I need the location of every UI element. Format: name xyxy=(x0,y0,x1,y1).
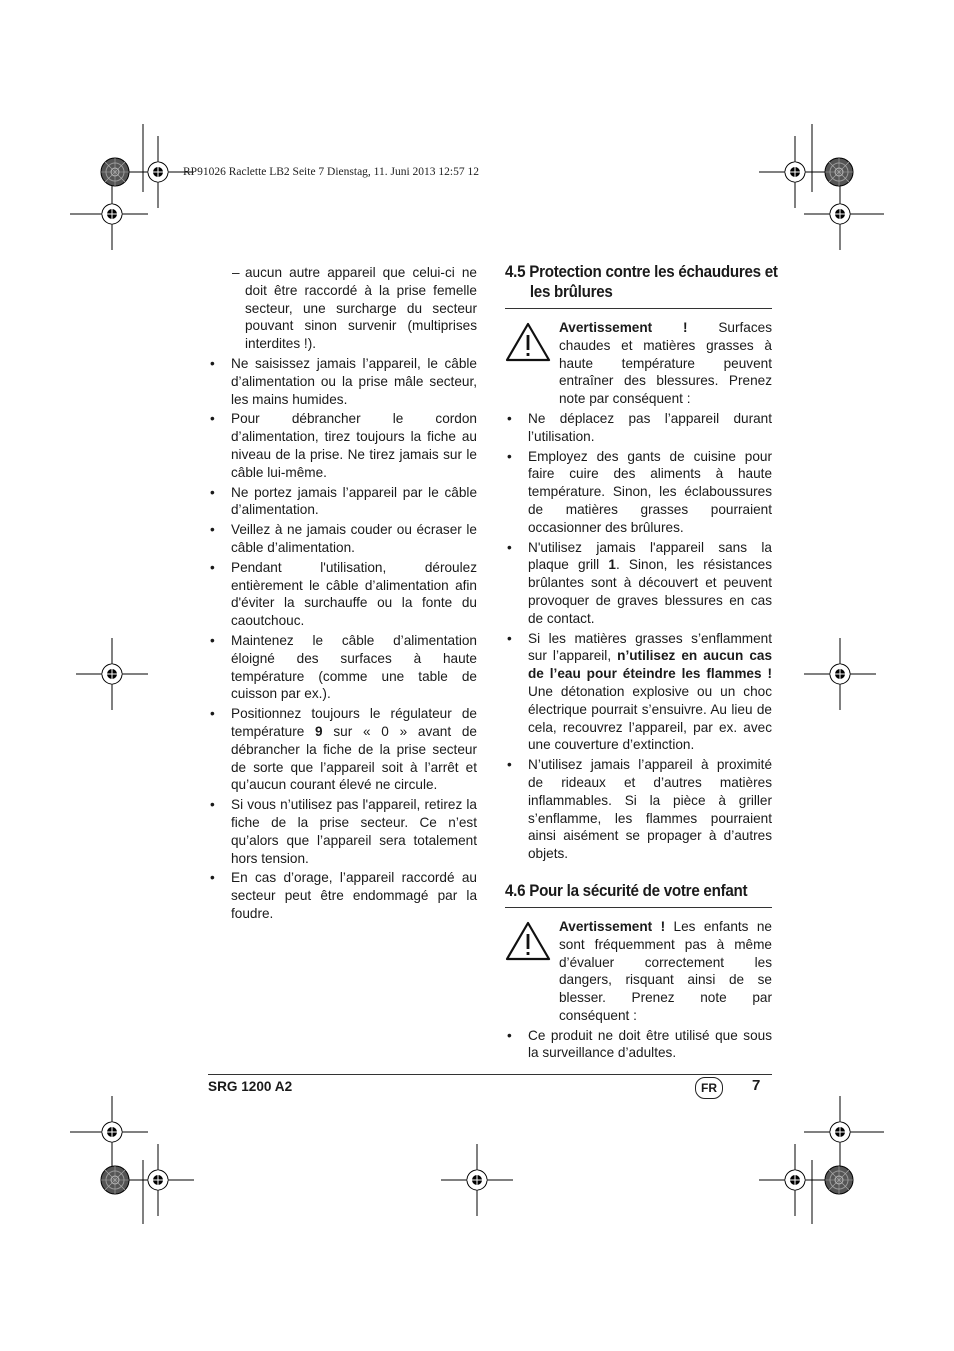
list-item xyxy=(208,705,477,794)
list-item: • Si vous n’utilisez pas l'appareil, retirez la fiche de la prise secteur. Ce n’est qu’alors que l’appareil sera totalement hors tension. xyxy=(208,796,477,867)
list-item: • Pendant l'utilisation, déroulez entièrement le câble d’alimentation afin d'éviter la surchauffe ou la fonte du caoutchouc. xyxy=(208,559,477,630)
list-item: • Employez des gants de cuisine pour faire cuire des aliments à haute température. Sinon, les éclaboussures de matières grasses pourraient occasionner des brûlures. xyxy=(505,448,772,537)
list-item: • Pour débrancher le cordon d’alimentation, tirez toujours la fiche au niveau de la prise. Ne tirez jamais sur le câble lui-même. xyxy=(208,410,477,481)
item-text: Si les matières grasses s’enflamment sur l’appareil, xyxy=(528,630,772,664)
list-item: • Veillez à ne jamais couder ou écraser le câble d’alimentation. xyxy=(208,521,477,557)
item-text: Une détonation explosive ou un choc électrique pourrait s’ensuivre. Au lieu de cela, recouvrez l’appareil, par ex. avec une couverture d’extinction. xyxy=(528,683,772,753)
print-header: RP91026 Raclette LB2 Seite 7 Dienstag, 11. Juni 2013 12:57 12 xyxy=(183,166,479,178)
item-text: . Sinon, les résistances brûlantes sont à découvert et peuvent provoquer de graves blessures en cas de contact. xyxy=(528,557,772,626)
item-text: Positionnez toujours le régulateur de température xyxy=(231,706,477,739)
list-item: • En cas d’orage, l’appareil raccordé au secteur peut être endommagé par la foudre. xyxy=(208,869,477,922)
warning-text: Les enfants ne sont fréquemment pas à même d’évaluer correctement les dangers, risquant ainsi de se blesser. Prenez note par conséquent : xyxy=(559,918,772,1023)
warning-block xyxy=(505,319,772,408)
heading-rule xyxy=(505,308,772,309)
heading-rule xyxy=(505,907,772,908)
warning-triangle-icon xyxy=(505,920,551,962)
list-item: • Ne saisissez jamais l’appareil, le câble d’alimentation ou la prise mâle secteur, les mains humides. xyxy=(208,355,477,408)
warning-text: Surfaces chaudes et matières grasses à haute température peuvent entraîner des blessures. Prenez note par conséquent : xyxy=(559,320,772,407)
footer-model: SRG 1200 A2 xyxy=(208,1079,293,1094)
part-number: 1 xyxy=(608,557,616,573)
language-badge: FR xyxy=(695,1077,723,1099)
section-heading: 4.6 Pour la sécurité de votre enfant xyxy=(505,881,748,900)
list-item: • Maintenez le câble d’alimentation éloigné des surfaces à haute température (comme une table de cuisson par ex.). xyxy=(208,632,477,703)
item-text: sur « 0 » avant de débrancher la fiche de la prise secteur de sorte que l’appareil soit à l’arrêt et qu’aucun courant élevé ne circule. xyxy=(231,723,477,793)
list-item xyxy=(505,630,772,755)
part-number: 9 xyxy=(315,723,323,739)
list-item: • N’utilisez jamais l’appareil à proximité de rideaux et d’autres matières inflammables. Si la pièce à griller s’enflamme, les flammes pourraient ainsi aisément se propager à d’autres objets. xyxy=(505,756,772,863)
list-item: • Ce produit ne doit être utilisé que sous la surveillance d’adultes. xyxy=(505,1027,772,1063)
item-text: N'utilisez jamais l'appareil sans la plaque grill xyxy=(528,539,772,573)
right-column xyxy=(505,262,778,1064)
emphasis-text: n’utilisez en aucun cas de l’eau pour éteindre les flammes ! xyxy=(528,648,772,682)
section-heading: 4.5 Protection contre les échaudures et les brûlures xyxy=(505,263,778,301)
warning-label: Avertissement ! xyxy=(559,918,666,934)
footer-rule xyxy=(208,1074,772,1075)
list-item: – aucun autre appareil que celui-ci ne doit être raccordé à la prise femelle secteur, une surcharge du secteur pouvant sinon survenir (multiprises interdites !). xyxy=(208,264,477,353)
left-column xyxy=(208,264,477,925)
warning-block xyxy=(505,918,772,1025)
warning-label: Avertissement ! xyxy=(559,320,688,335)
page-number: 7 xyxy=(752,1077,761,1094)
warning-triangle-icon xyxy=(505,321,551,363)
list-item xyxy=(505,539,772,628)
list-item: • Ne portez jamais l’appareil par le câble d’alimentation. xyxy=(208,484,477,520)
list-item: • Ne déplacez pas l’appareil durant l’utilisation. xyxy=(505,410,772,446)
